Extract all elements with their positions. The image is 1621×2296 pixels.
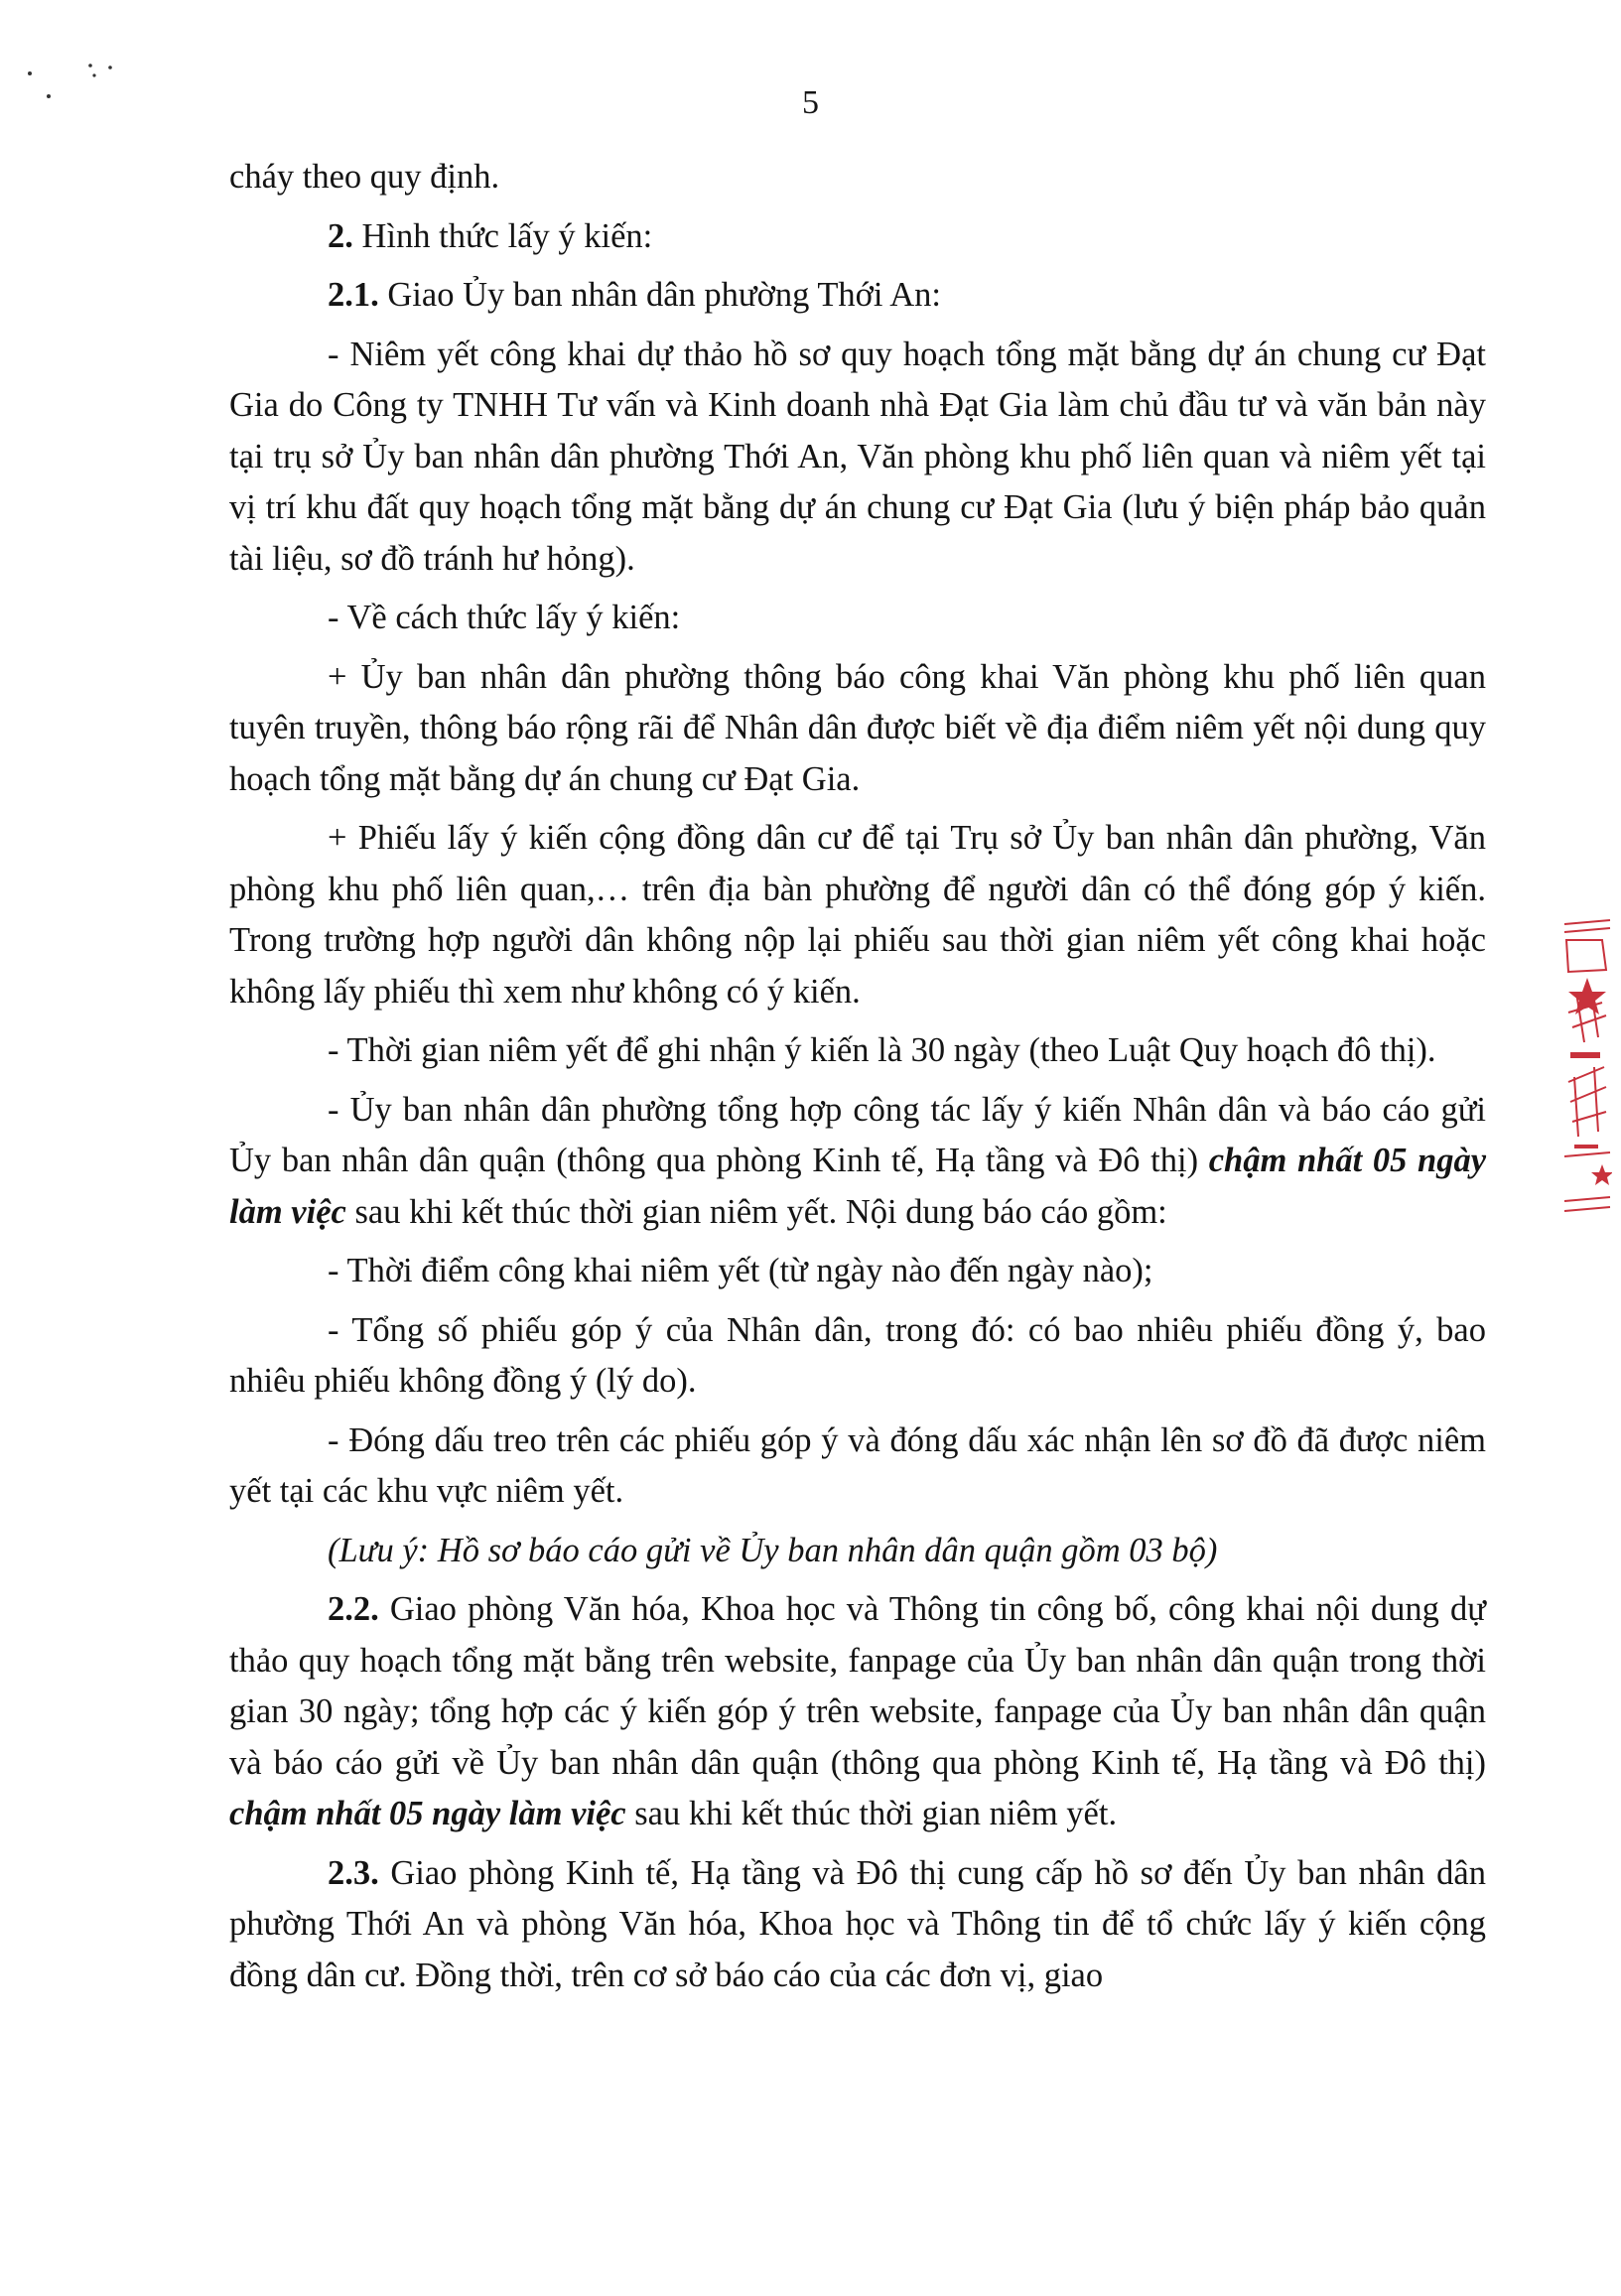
paragraph: - Đóng dấu treo trên các phiếu góp ý và đóng dấu xác nhận lên sơ đồ đã được niêm yết tại các khu vực niêm yết.: [229, 1420, 1486, 1510]
paragraph: + Phiếu lấy ý kiến cộng đồng dân cư để tại Trụ sở Ủy ban nhân dân phường, Văn phòng khu phố liên quan,… trên địa bàn phường để người dân có thể đóng góp ý kiến. Trong trường hợp người dân không nộp lại phiếu sau thời gian niêm yết công khai hoặc không lấy phiếu thì xem như không có ý kiến.: [229, 819, 1486, 1011]
document-body: [229, 152, 1486, 2001]
page-number: 5: [802, 84, 819, 121]
red-seal-icon: [1562, 918, 1612, 1216]
paragraph: cháy theo quy định.: [229, 158, 500, 196]
deadline-emphasis: chậm nhất 05 ngày làm việc: [229, 1142, 1487, 1231]
paragraph: - Ủy ban nhân dân phường tổng hợp công tác lấy ý kiến Nhân dân và báo cáo gửi Ủy ban nhân dân quận (thông qua phòng Kinh tế, Hạ tầng và Đô thị) chậm nhất 05 ngày làm việc sau khi kết thúc thời gian niêm yết. Nội dung báo cáo gồm:: [229, 1090, 1487, 1231]
paragraph: - Thời điểm công khai niêm yết (từ ngày nào đến ngày nào);: [328, 1252, 1153, 1289]
subsection-heading: 2.1. Giao Ủy ban nhân dân phường Thới An:: [328, 276, 941, 314]
subsection-heading: 2.3. Giao phòng Kinh tế, Hạ tầng và Đô thị cung cấp hồ sơ đến Ủy ban nhân dân phường Thới An và phòng Văn hóa, Khoa học và Thông tin để tổ chức lấy ý kiến cộng đồng dân cư. Đồng thời, trên cơ sở báo cáo của các đơn vị, giao: [229, 1853, 1486, 1994]
paragraph: - Niêm yết công khai dự thảo hồ sơ quy hoạch tổng mặt bằng dự án chung cư Đạt Gia do Công ty TNHH Tư vấn và Kinh doanh nhà Đạt Gia làm chủ đầu tư và văn bản này tại trụ sở Ủy ban nhân dân phường Thới An, Văn phòng khu phố liên quan và niêm yết tại vị trí khu đất quy hoạch tổng mặt bằng dự án chung cư Đạt Gia (lưu ý biện pháp bảo quản tài liệu, sơ đồ tránh hư hỏng).: [229, 335, 1486, 578]
subsection-heading: 2.2. Giao phòng Văn hóa, Khoa học và Thông tin công bố, công khai nội dung dự thảo quy hoạch tổng mặt bằng trên website, fanpage của Ủy ban nhân dân quận trong thời gian 30 ngày; tổng hợp các ý kiến góp ý trên website, fanpage của Ủy ban nhân dân quận và báo cáo gửi về Ủy ban nhân dân quận (thông qua phòng Kinh tế, Hạ tầng và Đô thị) chậm nhất 05 ngày làm việc sau khi kết thúc thời gian niêm yết.: [229, 1590, 1486, 1832]
paragraph: + Ủy ban nhân dân phường thông báo công khai Văn phòng khu phố liên quan tuyên truyền, thông báo rộng rãi để Nhân dân được biết về địa điểm niêm yết nội dung quy hoạch tổng mặt bằng dự án chung cư Đạt Gia.: [229, 657, 1486, 798]
paragraph: - Về cách thức lấy ý kiến:: [328, 599, 681, 636]
paragraph: - Tổng số phiếu góp ý của Nhân dân, trong đó: có bao nhiêu phiếu đồng ý, bao nhiêu phiếu không đồng ý (lý do).: [229, 1310, 1486, 1400]
deadline-emphasis: chậm nhất 05 ngày làm việc: [229, 1795, 626, 1832]
section-heading: 2. Hình thức lấy ý kiến:: [328, 216, 653, 255]
note-paragraph: (Lưu ý: Hồ sơ báo cáo gửi về Ủy ban nhân dân quận gồm 03 bộ): [328, 1531, 1218, 1569]
paragraph: - Thời gian niêm yết để ghi nhận ý kiến là 30 ngày (theo Luật Quy hoạch đô thị).: [328, 1031, 1436, 1069]
